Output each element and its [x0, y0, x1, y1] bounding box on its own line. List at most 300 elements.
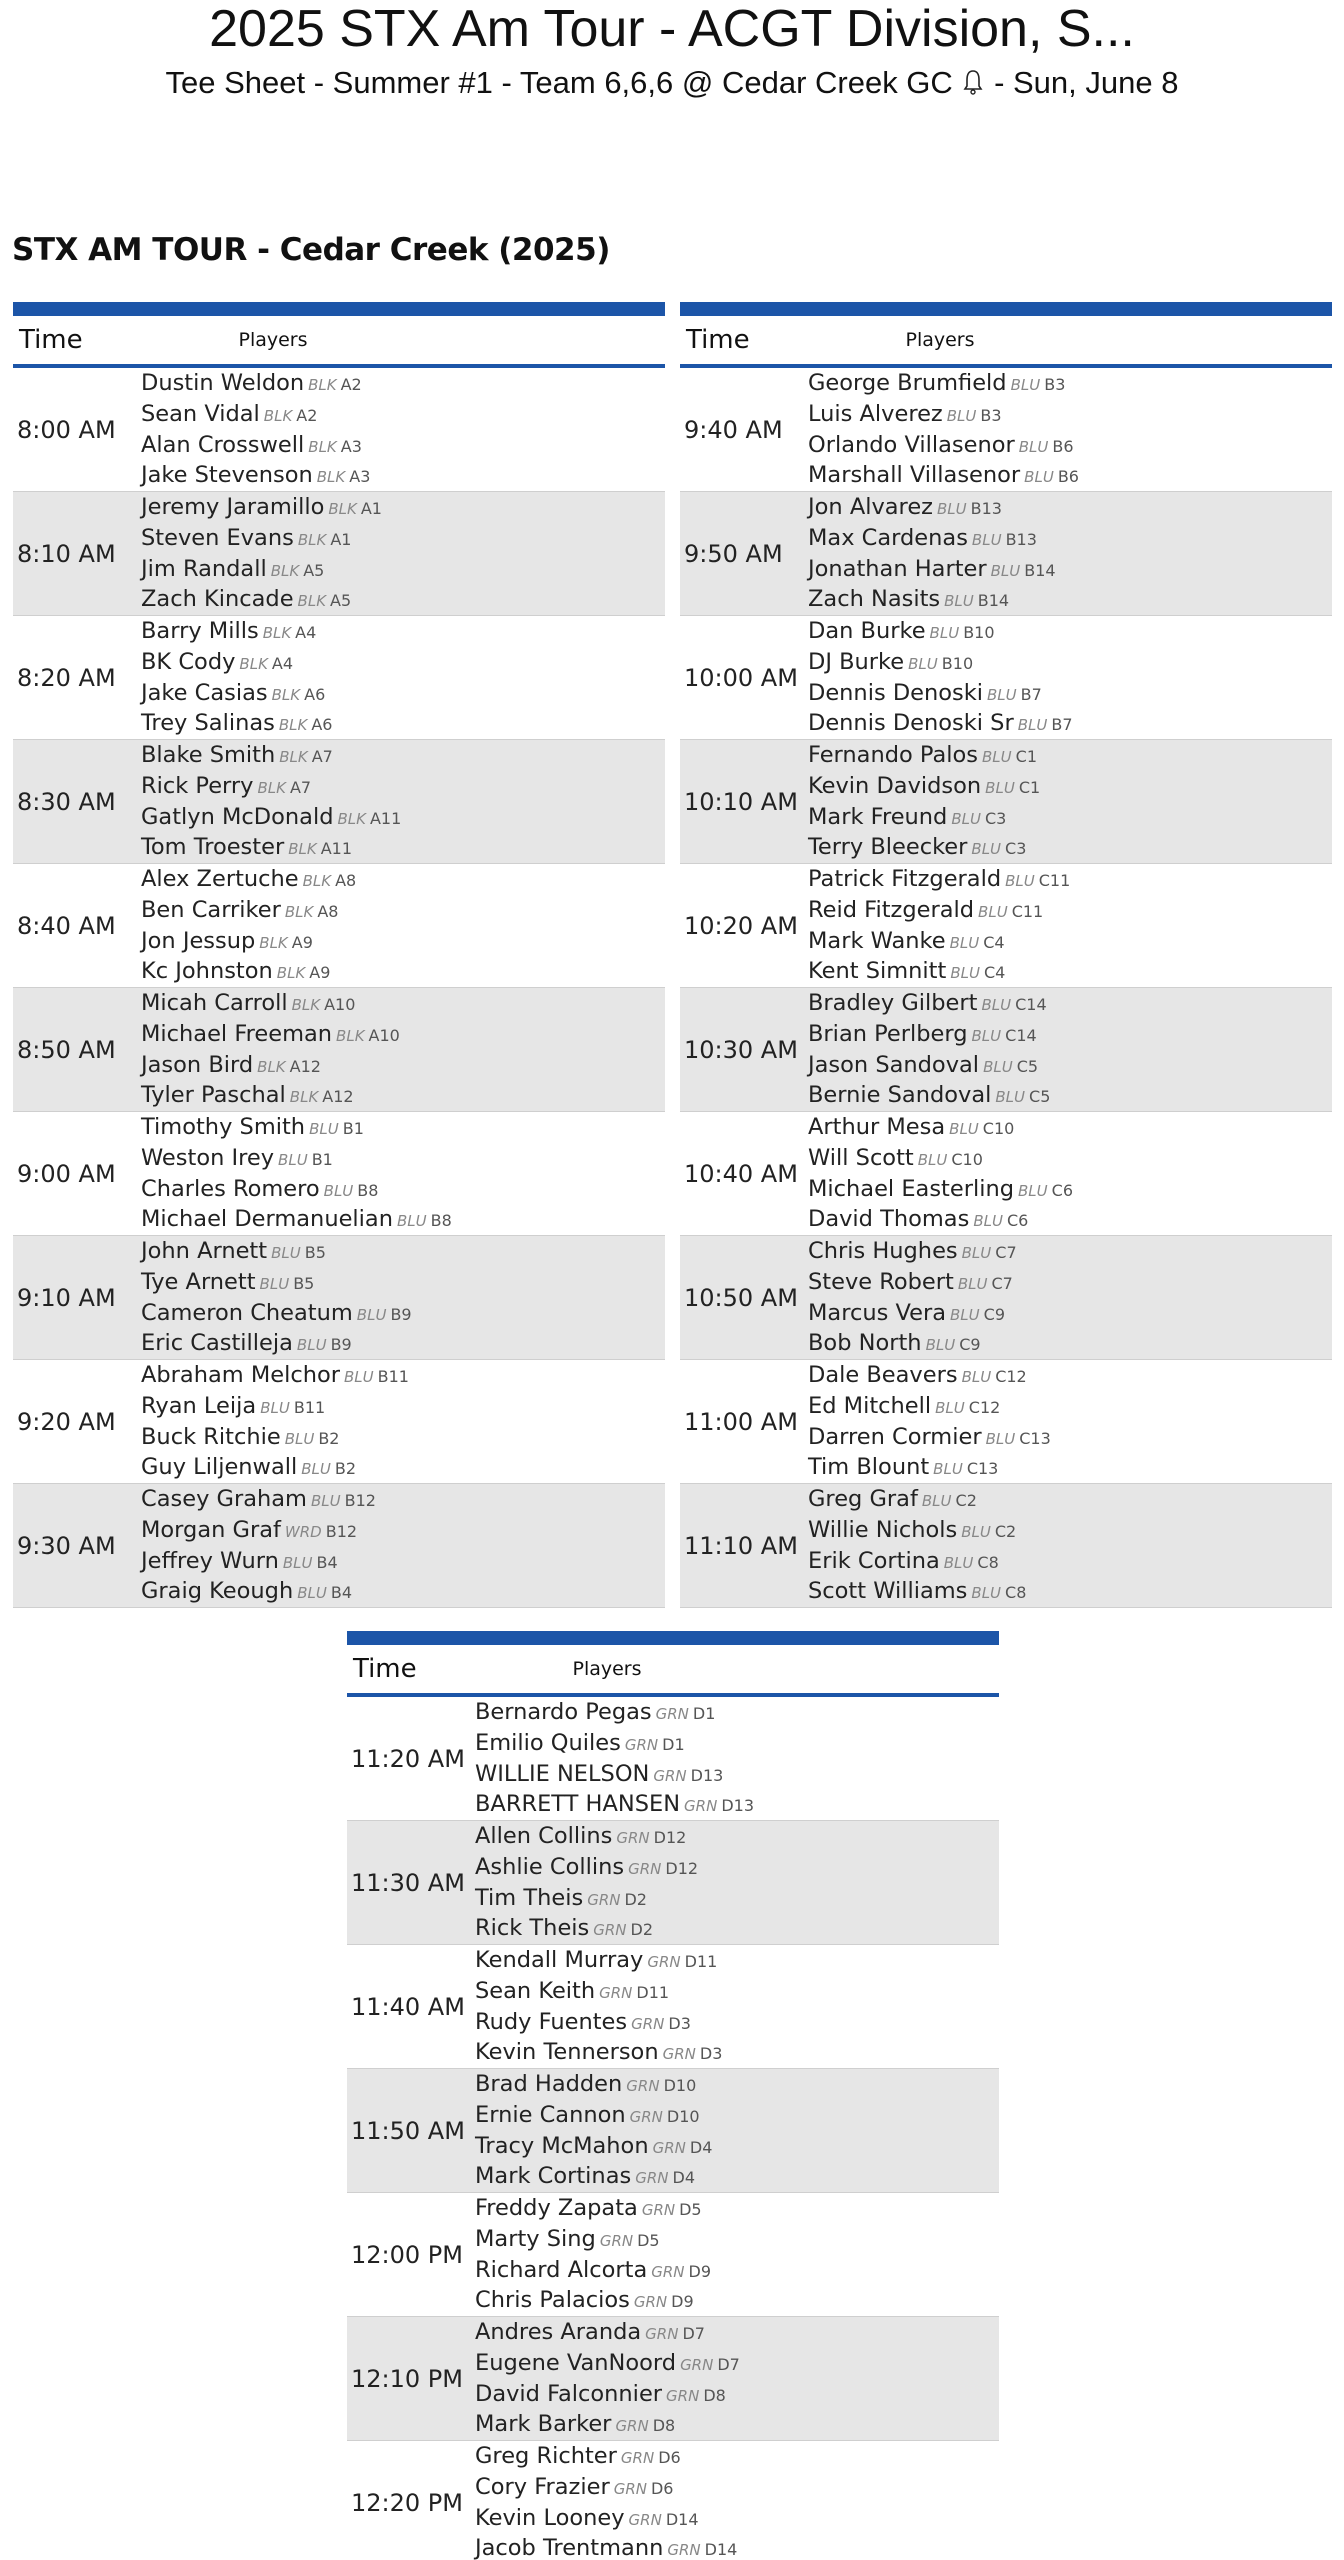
table-row — [347, 1697, 999, 1821]
player-name: Erik Cortina — [808, 1547, 940, 1574]
player-group: B14 — [1024, 560, 1056, 580]
player-group: B14 — [977, 591, 1010, 611]
player-entry — [475, 2534, 999, 2560]
player-group: C12 — [968, 1397, 1001, 1417]
tee-box-label: GRN — [635, 2169, 669, 2188]
player-name: Patrick Fitzgerald — [808, 866, 1002, 893]
player-entry — [475, 2286, 999, 2317]
player-name: Dennis Denoski — [808, 679, 984, 706]
tee-box-label: BLU — [944, 592, 974, 611]
player-entry — [141, 1299, 665, 1330]
tee-time: 9:40 AM — [684, 415, 783, 444]
player-name: Tyler Paschal — [141, 1082, 286, 1109]
tee-box-label: BLU — [949, 1120, 979, 1139]
tee-box-label: GRN — [613, 2479, 647, 2498]
tee-box-label: BLU — [951, 809, 981, 828]
player-group: C14 — [1015, 995, 1047, 1015]
section-title: STX AM TOUR - Cedar Creek (2025) — [12, 232, 610, 268]
player-group: D5 — [679, 2200, 702, 2220]
player-list — [808, 615, 1332, 740]
player-list — [808, 367, 1332, 492]
player-group: D7 — [717, 2354, 740, 2374]
player-group: A6 — [311, 715, 333, 735]
tee-box-label: BLU — [309, 1120, 339, 1139]
player-entry — [808, 585, 1332, 616]
player-entry — [475, 2225, 999, 2256]
player-name: Mark Barker — [475, 2411, 612, 2438]
player-name: Jake Stevenson — [141, 462, 313, 489]
player-name: Steve Robert — [808, 1268, 954, 1295]
player-list — [808, 987, 1332, 1112]
player-group: B12 — [344, 1491, 376, 1511]
player-entry — [475, 2380, 999, 2411]
player-entry — [808, 1485, 1332, 1516]
player-group: C12 — [995, 1367, 1027, 1387]
tee-box-label: GRN — [631, 2014, 665, 2033]
player-list — [141, 987, 665, 1112]
player-name: Fernando Palos — [808, 742, 979, 769]
tee-box-label: BLU — [278, 1150, 308, 1169]
tee-box-label: GRN — [652, 2138, 686, 2157]
tee-box-label: BLK — [297, 592, 327, 611]
player-list — [141, 615, 665, 740]
tee-box-label: BLU — [297, 1584, 327, 1603]
tee-box-label: GRN — [624, 1735, 659, 1754]
player-entry — [141, 989, 665, 1020]
player-group: D4 — [672, 2168, 695, 2188]
player-group: A8 — [317, 901, 339, 921]
player-name: Kevin Looney — [475, 2504, 625, 2531]
player-group: C11 — [1011, 901, 1044, 921]
player-entry — [475, 2162, 999, 2193]
player-name: Guy Liljenwall — [141, 1454, 298, 1481]
tee-box-label: BLU — [1010, 376, 1041, 395]
player-name: Rudy Fuentes — [475, 2008, 628, 2035]
player-name: Zach Nasits — [808, 586, 941, 613]
player-list — [141, 1235, 665, 1360]
tee-box-label: GRN — [655, 1705, 689, 1724]
table-row — [680, 1236, 1332, 1360]
player-list — [808, 863, 1332, 988]
player-entry — [808, 1299, 1332, 1330]
table-top-bar — [13, 302, 665, 316]
tee-box-label: BLU — [949, 933, 980, 952]
player-list — [141, 491, 665, 616]
player-entry — [475, 2132, 999, 2163]
table-top-bar — [347, 1631, 999, 1645]
tee-box-label: BLU — [935, 1398, 965, 1417]
tee-time: 8:50 AM — [17, 1035, 116, 1064]
player-name: Weston Irey — [141, 1144, 275, 1171]
player-name: Bradley Gilbert — [808, 990, 978, 1017]
tee-box-label: BLU — [961, 1368, 992, 1387]
player-name: Jonathan Harter — [808, 555, 987, 582]
player-name: Kevin Tennerson — [475, 2039, 659, 2066]
player-name: Tim Blount — [808, 1454, 930, 1481]
player-name: David Falconnier — [475, 2380, 663, 2407]
player-name: Kc Johnston — [141, 958, 273, 985]
player-group: B4 — [330, 1583, 353, 1603]
table-row — [347, 2317, 999, 2441]
player-name: Arthur Mesa — [808, 1114, 946, 1141]
player-list — [808, 739, 1332, 864]
player-name: Barry Mills — [141, 618, 259, 645]
tee-box-label: BLU — [1018, 437, 1049, 456]
player-name: Jake Casias — [141, 679, 268, 706]
table-header — [13, 316, 665, 368]
player-group: D5 — [637, 2230, 660, 2250]
tee-time: 12:20 PM — [351, 2488, 463, 2517]
subtitle-date: - Sun, June 8 — [994, 65, 1179, 100]
player-entry — [808, 1081, 1332, 1112]
tee-box-label: BLU — [950, 1305, 980, 1324]
tee-box-label: BLU — [961, 1522, 991, 1541]
player-group: D4 — [689, 2137, 713, 2157]
player-group: A8 — [335, 871, 357, 891]
player-entry — [475, 2008, 999, 2039]
player-entry — [475, 2318, 999, 2349]
player-entry — [808, 1516, 1332, 1547]
player-entry — [141, 1547, 665, 1578]
player-group: C1 — [1015, 747, 1038, 767]
player-entry — [808, 1268, 1332, 1299]
player-list — [808, 1359, 1332, 1484]
tee-box-label: BLK — [297, 530, 327, 549]
table-row — [13, 740, 665, 864]
tee-sheet-table-3 — [347, 1631, 999, 2560]
player-entry — [141, 772, 665, 803]
player-name: Sean Keith — [475, 1977, 596, 2004]
player-name: Chris Hughes — [808, 1238, 958, 1265]
tee-box-label: GRN — [651, 2262, 685, 2281]
player-name: Jason Sandoval — [808, 1051, 980, 1078]
player-group: C10 — [951, 1149, 983, 1169]
player-name: Dennis Denoski Sr — [808, 710, 1014, 737]
tee-box-label: GRN — [629, 2107, 663, 2126]
page-subtitle — [0, 58, 1344, 108]
tee-box-label: BLU — [296, 1336, 327, 1355]
player-name: Mark Freund — [808, 803, 948, 830]
player-entry — [808, 400, 1332, 431]
tee-box-label: BLK — [279, 748, 308, 767]
tee-box-label: BLU — [259, 1274, 290, 1293]
player-group: C13 — [1019, 1428, 1051, 1448]
tee-box-label: BLK — [308, 437, 337, 456]
player-entry — [141, 709, 665, 740]
player-list — [475, 1820, 999, 1945]
player-group: A12 — [289, 1056, 321, 1076]
player-entry — [475, 1822, 999, 1853]
player-name: Brad Hadden — [475, 2071, 623, 2098]
player-group: B5 — [304, 1243, 326, 1263]
player-name: Zach Kincade — [141, 586, 294, 613]
tee-box-label: BLU — [973, 1212, 1003, 1231]
tee-box-label: BLU — [961, 1244, 992, 1263]
player-group: A1 — [360, 499, 382, 519]
player-entry — [808, 461, 1332, 492]
table-header — [347, 1645, 999, 1697]
tee-box-label: BLU — [990, 561, 1021, 580]
tee-time: 9:20 AM — [17, 1407, 116, 1436]
player-group: C7 — [995, 1243, 1017, 1263]
player-group: A3 — [340, 436, 362, 456]
tee-box-label: BLU — [1017, 716, 1048, 735]
player-name: Andres Aranda — [475, 2319, 642, 2346]
player-group: C14 — [1005, 1025, 1037, 1045]
tee-box-label: BLK — [257, 778, 286, 797]
player-name: Freddy Zapata — [475, 2195, 638, 2222]
player-name: Jim Randall — [141, 555, 267, 582]
tee-box-label: BLK — [302, 872, 332, 891]
tee-box-label: BLU — [284, 1429, 315, 1448]
player-name: Tye Arnett — [141, 1268, 256, 1295]
player-group: A11 — [369, 808, 402, 828]
player-entry — [475, 1884, 999, 1915]
player-entry — [808, 555, 1332, 586]
tee-time: 8:30 AM — [17, 787, 116, 816]
tee-box-label: BLU — [356, 1305, 387, 1324]
player-group: B5 — [293, 1273, 315, 1293]
tee-box-label: BLU — [978, 902, 1008, 921]
player-name: Willie Nichols — [808, 1516, 958, 1543]
player-entry — [808, 431, 1332, 462]
player-entry — [475, 2256, 999, 2287]
table-row — [347, 1945, 999, 2069]
player-group: D8 — [652, 2416, 676, 2436]
player-group: D2 — [630, 1920, 654, 1940]
player-group: B11 — [293, 1397, 326, 1417]
player-entry — [475, 1698, 999, 1729]
table-row — [13, 1484, 665, 1608]
player-group: A10 — [324, 995, 356, 1015]
player-list — [475, 2192, 999, 2317]
player-name: Orlando Villasenor — [808, 431, 1015, 458]
player-group: A2 — [296, 405, 318, 425]
player-name: Ed Mitchell — [808, 1392, 932, 1419]
player-group: B13 — [1005, 529, 1037, 549]
tee-box-label: BLU — [971, 1026, 1002, 1045]
player-entry — [808, 1329, 1332, 1360]
player-group: C8 — [977, 1552, 999, 1572]
tee-box-label: GRN — [666, 2386, 700, 2405]
player-entry — [475, 1853, 999, 1884]
player-name: Brian Perlberg — [808, 1020, 968, 1047]
player-name: Abraham Melchor — [141, 1362, 340, 1389]
players-column-header: Players — [905, 329, 975, 351]
player-group: A9 — [309, 963, 331, 983]
player-group: C13 — [966, 1459, 999, 1479]
player-group: B2 — [318, 1428, 340, 1448]
tee-time: 8:10 AM — [17, 539, 116, 568]
tee-box-label: BLK — [289, 1088, 319, 1107]
player-entry — [808, 1423, 1332, 1454]
player-name: Bernie Sandoval — [808, 1082, 992, 1109]
player-entry — [141, 648, 665, 679]
tee-time: 9:50 AM — [684, 539, 783, 568]
player-entry — [141, 617, 665, 648]
player-group: A3 — [349, 467, 371, 487]
player-group: D6 — [658, 2448, 681, 2468]
player-entry — [475, 2194, 999, 2225]
tee-box-label: GRN — [587, 1890, 621, 1909]
player-group: C10 — [982, 1119, 1015, 1139]
tee-box-label: BLK — [263, 406, 293, 425]
player-name: Ernie Cannon — [475, 2101, 626, 2128]
player-entry — [141, 1577, 665, 1608]
table-row — [680, 1360, 1332, 1484]
player-entry — [141, 1268, 665, 1299]
player-name: Dan Burke — [808, 618, 926, 645]
player-entry — [141, 896, 665, 927]
player-list — [475, 1696, 999, 1821]
tee-box-label: BLK — [337, 809, 366, 828]
tee-time: 11:40 AM — [351, 1992, 465, 2021]
player-group: D8 — [703, 2385, 726, 2405]
player-group: A4 — [271, 653, 294, 673]
player-entry — [141, 1051, 665, 1082]
tee-box-label: BLK — [291, 996, 321, 1015]
tee-box-label: GRN — [620, 2449, 655, 2468]
player-name: Greg Richter — [475, 2443, 617, 2470]
tee-box-label: GRN — [593, 1921, 627, 1940]
player-group: D3 — [668, 2013, 691, 2033]
player-entry — [141, 1485, 665, 1516]
tee-time: 8:40 AM — [17, 911, 116, 940]
player-entry — [808, 1361, 1332, 1392]
player-entry — [808, 1113, 1332, 1144]
page-title: 2025 STX Am Tour - ACGT Division, S... — [209, 0, 1135, 58]
tee-box-label: BLK — [308, 376, 337, 395]
table-row — [680, 616, 1332, 740]
player-group: A11 — [320, 839, 352, 859]
player-name: Max Cardenas — [808, 524, 968, 551]
player-name: BK Cody — [141, 648, 236, 675]
tee-box-label: GRN — [615, 2417, 649, 2436]
player-entry — [808, 1453, 1332, 1484]
player-name: Dustin Weldon — [141, 370, 305, 397]
player-name: Sean Vidal — [141, 400, 260, 427]
tee-time: 11:20 AM — [351, 1744, 465, 1773]
player-name: Chris Palacios — [475, 2287, 630, 2314]
tee-box-label: BLU — [310, 1492, 341, 1511]
tee-box-label: BLK — [271, 685, 301, 704]
tee-box-label: BLU — [1005, 872, 1035, 891]
player-entry — [141, 803, 665, 834]
tee-time: 10:00 AM — [684, 663, 798, 692]
player-list — [141, 863, 665, 988]
player-name: Trey Salinas — [141, 710, 275, 737]
player-group: B9 — [390, 1304, 412, 1324]
player-group: D6 — [650, 2478, 674, 2498]
player-name: Rick Perry — [141, 772, 254, 799]
player-list — [808, 491, 1332, 616]
player-name: Blake Smith — [141, 742, 276, 769]
player-group: B11 — [377, 1367, 409, 1387]
player-group: D11 — [684, 1952, 718, 1972]
player-entry — [475, 2442, 999, 2473]
player-name: BARRETT HANSEN — [475, 1791, 681, 1818]
player-name: John Arnett — [141, 1238, 268, 1265]
player-entry — [808, 957, 1332, 988]
player-name: Marshall Villasenor — [808, 462, 1021, 489]
tee-box-label: BLU — [925, 1336, 956, 1355]
player-entry — [141, 400, 665, 431]
table-row — [347, 2069, 999, 2193]
table-row — [680, 740, 1332, 864]
player-group: B3 — [980, 405, 1002, 425]
table-header — [680, 316, 1332, 368]
player-entry — [808, 493, 1332, 524]
player-entry — [808, 772, 1332, 803]
player-list — [808, 1235, 1332, 1360]
player-group: D13 — [690, 1765, 724, 1785]
tee-time: 10:10 AM — [684, 787, 798, 816]
player-group: D14 — [704, 2540, 738, 2560]
player-entry — [808, 833, 1332, 864]
player-entry — [141, 1237, 665, 1268]
player-entry — [141, 679, 665, 710]
player-entry — [475, 2070, 999, 2101]
player-entry — [808, 648, 1332, 679]
player-name: Bob North — [808, 1330, 922, 1357]
tee-box-label: BLK — [328, 500, 357, 519]
player-entry — [808, 741, 1332, 772]
player-entry — [808, 1237, 1332, 1268]
tee-box-label: BLK — [288, 840, 317, 859]
player-entry — [141, 1175, 665, 1206]
player-name: Greg Graf — [808, 1486, 918, 1513]
player-group: C3 — [1005, 839, 1027, 859]
tee-box-label: BLU — [987, 685, 1017, 704]
player-entry — [475, 1729, 999, 1760]
player-name: Steven Evans — [141, 524, 294, 551]
player-group: C5 — [1029, 1087, 1051, 1107]
player-group: B7 — [1051, 715, 1073, 735]
table-row — [680, 1484, 1332, 1608]
tee-box-label: BLU — [971, 530, 1002, 549]
player-entry — [808, 1577, 1332, 1608]
tee-time: 12:00 PM — [351, 2240, 463, 2269]
tee-time: 10:40 AM — [684, 1159, 798, 1188]
tee-time: 10:20 AM — [684, 911, 798, 940]
player-list — [475, 2068, 999, 2193]
player-name: Tracy McMahon — [475, 2132, 649, 2159]
player-name: Buck Ritchie — [141, 1423, 281, 1450]
tee-box-label: BLU — [929, 624, 960, 643]
player-entry — [475, 1946, 999, 1977]
tee-box-label: BLU — [985, 1429, 1016, 1448]
tee-box-label: BLU — [301, 1460, 331, 1479]
player-group: A7 — [289, 777, 312, 797]
player-list — [808, 1483, 1332, 1608]
player-group: B4 — [316, 1552, 338, 1572]
player-group: C4 — [983, 963, 1006, 983]
player-group: D7 — [682, 2324, 705, 2344]
player-name: Bernardo Pegas — [475, 1699, 652, 1726]
player-entry — [141, 833, 665, 864]
tee-box-label: BLK — [262, 624, 292, 643]
player-name: Morgan Graf — [141, 1516, 281, 1543]
tee-box-label: GRN — [628, 1859, 662, 1878]
player-name: Tom Troester — [141, 834, 285, 861]
player-entry — [475, 1790, 999, 1821]
player-entry — [141, 741, 665, 772]
player-name: Tim Theis — [475, 1884, 584, 1911]
tee-box-label: GRN — [653, 1766, 687, 1785]
tee-box-label: BLU — [933, 1460, 963, 1479]
player-group: B6 — [1052, 436, 1074, 456]
player-name: Jeremy Jaramillo — [141, 494, 325, 521]
